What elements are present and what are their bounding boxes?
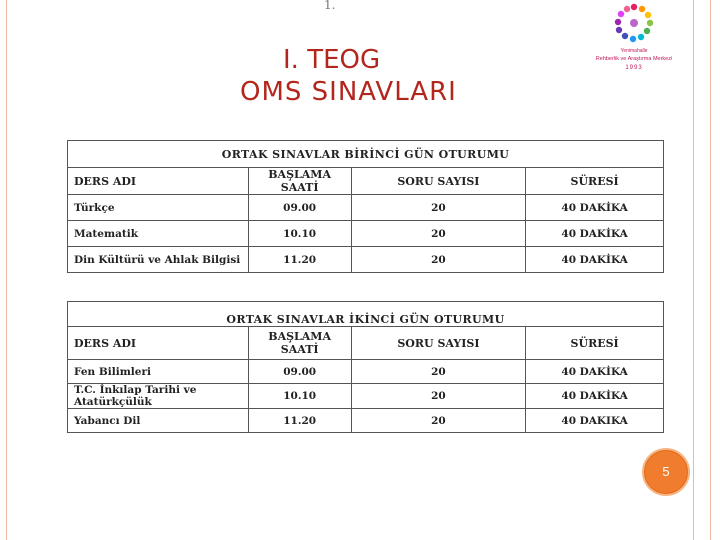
subject-cell: Din Kültürü ve Ahlak Bilgisi [68, 247, 249, 273]
table-caption: ORTAK SINAVLAR BİRİNCİ GÜN OTURUMU [68, 141, 664, 168]
question-count-cell: 20 [351, 195, 526, 221]
subject-cell: Matematik [68, 221, 249, 247]
second-day-exam-table [67, 301, 664, 433]
start-time-cell: 10.10 [248, 384, 351, 409]
slide-border-right-outer [710, 0, 711, 540]
header-cell: SORU SAYISI [351, 327, 526, 360]
table-header-row [68, 327, 664, 360]
table-header-row [68, 168, 664, 195]
subject-cell: Türkçe [68, 195, 249, 221]
people-circle-icon [610, 2, 658, 46]
start-time-cell: 09.00 [248, 195, 351, 221]
subject-cell: T.C. İnkılap Tarihi ve Atatürkçülük [68, 384, 249, 409]
header-cell: SÜRESİ [526, 327, 664, 360]
duration-cell: 40 DAKİKA [526, 384, 664, 409]
table-row [68, 409, 664, 433]
question-count-cell: 20 [351, 221, 526, 247]
duration-cell: 40 DAKİKA [526, 195, 664, 221]
start-time-cell: 11.20 [248, 247, 351, 273]
page-number-badge: 5 [642, 448, 690, 496]
top-mark: 1. [324, 0, 336, 12]
table-row [68, 221, 664, 247]
header-cell: DERS ADI [68, 168, 249, 195]
duration-cell: 40 DAKİKA [526, 221, 664, 247]
question-count-cell: 20 [351, 384, 526, 409]
start-time-cell: 09.00 [248, 360, 351, 384]
header-cell: SORU SAYISI [351, 168, 526, 195]
duration-cell: 40 DAKİKA [526, 360, 664, 384]
first-day-exam-table [67, 140, 664, 273]
table-row [68, 384, 664, 409]
question-count-cell: 20 [351, 360, 526, 384]
title-line-2: OMS SINAVLARI [240, 77, 457, 107]
logo-text-year: 1993 [625, 65, 643, 71]
slide-border-left [6, 0, 7, 540]
header-cell: BAŞLAMA SAATİ [248, 327, 351, 360]
header-cell: SÜRESİ [526, 168, 664, 195]
table-caption: ORTAK SINAVLAR İKİNCİ GÜN OTURUMU [68, 302, 664, 327]
duration-cell: 40 DAKIKA [526, 409, 664, 433]
slide-border-right [693, 0, 694, 540]
title-line-1: I. TEOG [283, 45, 381, 75]
header-cell: DERS ADI [68, 327, 249, 360]
question-count-cell: 20 [351, 247, 526, 273]
table-row [68, 247, 664, 273]
logo-text-center: Rehberlik ve Araştırma Merkezi [595, 56, 673, 62]
duration-cell: 40 DAKİKA [526, 247, 664, 273]
table-row [68, 195, 664, 221]
question-count-cell: 20 [351, 409, 526, 433]
header-cell: BAŞLAMA SAATİ [248, 168, 351, 195]
table-row [68, 360, 664, 384]
start-time-cell: 10.10 [248, 221, 351, 247]
subject-cell: Yabancı Dil [68, 409, 249, 433]
logo-text-district: Yenimahalle [620, 48, 648, 54]
slide-title [240, 44, 457, 108]
ram-logo [584, 2, 684, 78]
subject-cell: Fen Bilimleri [68, 360, 249, 384]
start-time-cell: 11.20 [248, 409, 351, 433]
